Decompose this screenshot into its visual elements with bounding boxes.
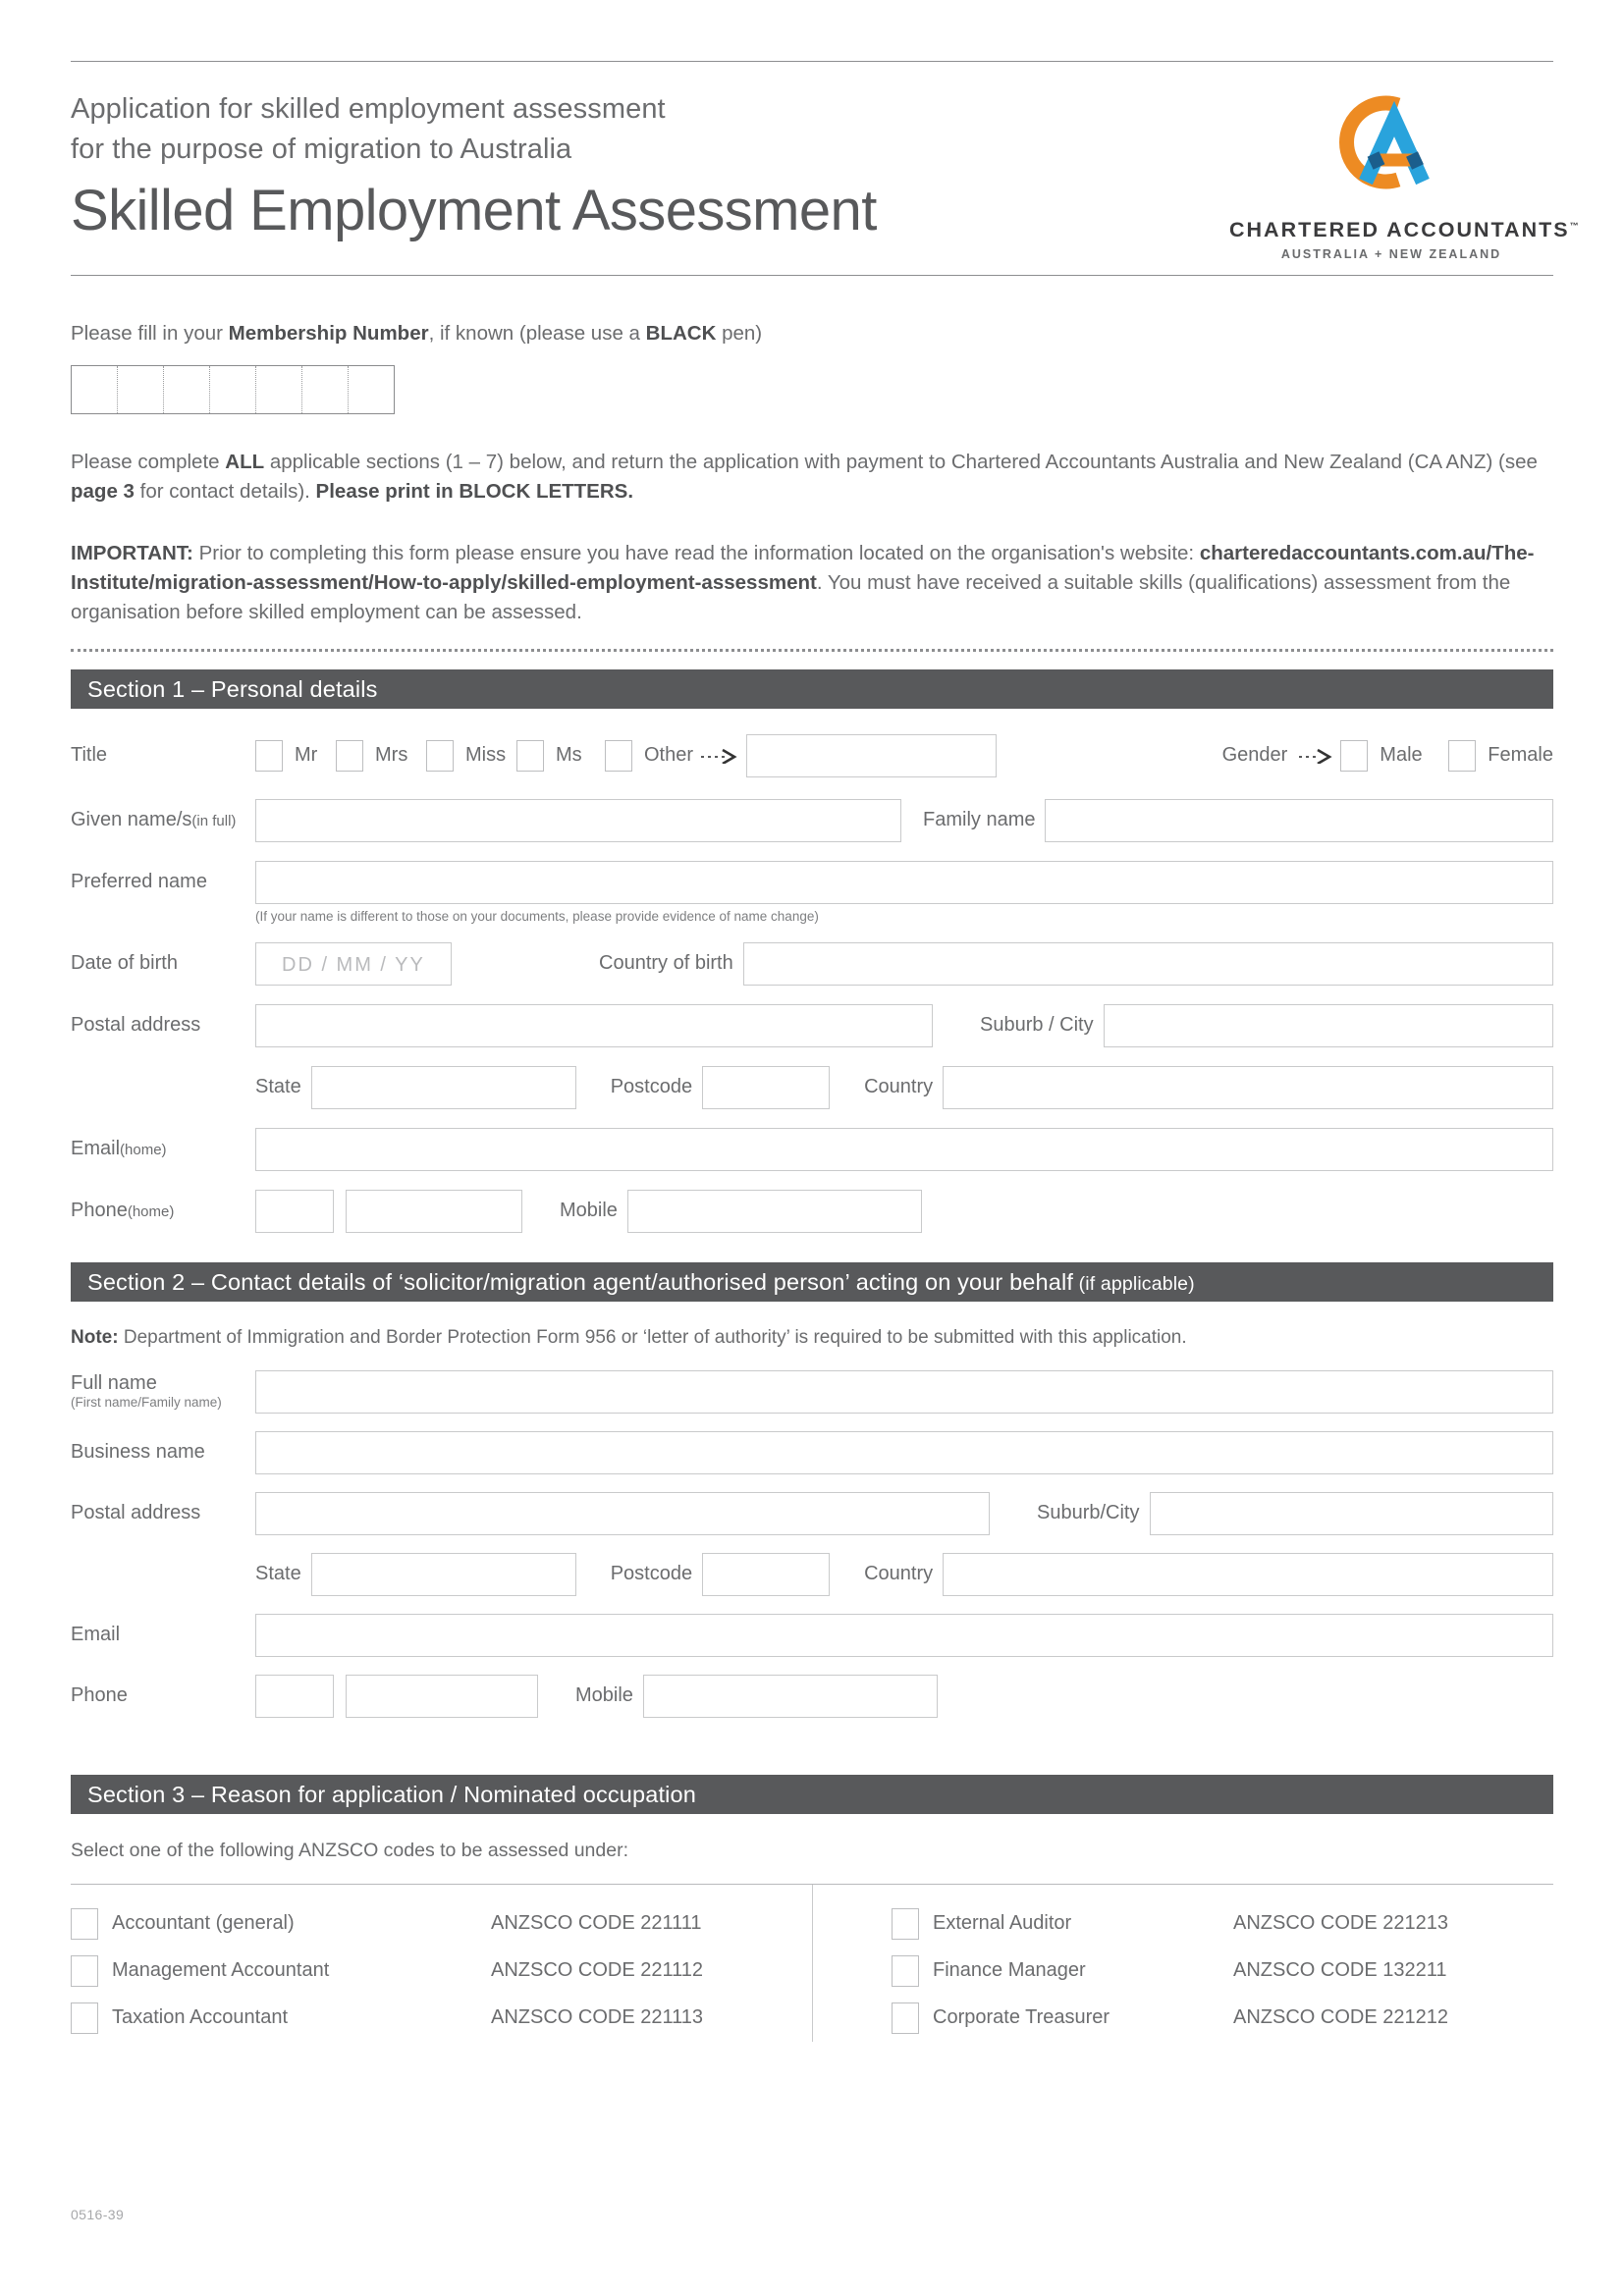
membership-digit-cell[interactable] [256,366,302,413]
state-label: State [255,1076,301,1098]
title-option-miss[interactable] [426,740,516,772]
agent-phone-label: Phone [71,1684,128,1707]
mobile-label: Mobile [560,1200,618,1222]
anzsco-options-grid [71,1885,1553,2042]
checkbox-male[interactable] [1340,740,1368,772]
ca-anz-logo [1229,83,1579,261]
gender-option-male-label: Male [1380,744,1423,767]
anzsco-option-code: ANZSCO CODE 221111 [491,1912,702,1935]
agent-phone-number-input[interactable] [346,1675,538,1718]
preferred-name-note: (If your name is different to those on your documents, please provide evidence of name change) [255,908,819,924]
suburb-city-label: Suburb / City [980,1014,1094,1037]
agent-country-label: Country [864,1563,934,1585]
agent-postcode-input[interactable] [702,1553,830,1596]
section-2-header-suffix: (if applicable) [1073,1272,1195,1295]
country-of-birth-label: Country of birth [599,952,733,975]
gender-option-female[interactable] [1448,740,1553,772]
section-3-instruction: Select one of the following ANZSCO codes to be assessed under: [71,1839,628,1861]
page-title: Skilled Employment Assessment [71,179,877,243]
membership-digit-cell[interactable] [72,366,118,413]
agent-business-name-row [71,1431,1553,1474]
section-2-note: Note: Department of Immigration and Border Protection Form 956 or ‘letter of authority’ is required to be submitted with this application. [71,1326,1187,1348]
email-input[interactable] [255,1128,1553,1171]
state-input[interactable] [311,1066,576,1109]
gender-label: Gender [1221,744,1288,767]
agent-country-input[interactable] [943,1553,1553,1596]
membership-digit-cell[interactable] [302,366,349,413]
phone-number-input[interactable] [346,1190,522,1233]
title-option-miss-label: Miss [465,744,507,767]
membership-digit-cell[interactable] [349,366,394,413]
agent-postal-address-label: Postal address [71,1502,201,1524]
agent-state-label: State [255,1563,301,1585]
gender-option-female-label: Female [1488,744,1553,767]
postal-address-row [71,1004,1553,1047]
email-label: Email(home) [71,1138,167,1160]
anzsco-option-finance-manager[interactable] [892,1948,1553,1995]
postal-address-label: Postal address [71,1014,201,1037]
preferred-name-input[interactable] [255,861,1553,904]
anzsco-option-code: ANZSCO CODE 221112 [491,1959,704,1982]
checkbox-finance-manager[interactable] [892,1955,919,1987]
anzsco-option-accountant-general[interactable] [71,1900,812,1948]
anzsco-option-taxation-accountant[interactable] [71,1995,812,2042]
phone-area-code-input[interactable] [255,1190,334,1233]
dob-label: Date of birth [71,952,178,975]
agent-postcode-label: Postcode [610,1563,693,1585]
section-3-header: Section 3 – Reason for application / Nominated occupation [71,1775,1553,1814]
complete-instruction: Please complete ALL applicable sections (1 – 7) below, and return the application with payment to Chartered Accountants Australia and New Zealand (CA ANZ) (see page 3 for contact details). Please print in BLOCK LETTERS. [71,450,1538,503]
dob-row [71,942,1553,986]
header-divider [71,275,1553,276]
gender-option-male[interactable] [1340,740,1448,772]
title-option-mrs-label: Mrs [375,744,408,767]
membership-digit-cell[interactable] [164,366,210,413]
checkbox-ms[interactable] [516,740,544,772]
checkbox-mr[interactable] [255,740,283,772]
agent-state-postcode-country-row [71,1553,1553,1596]
anzsco-option-label: Accountant (general) [112,1912,295,1935]
agent-business-name-label: Business name [71,1441,205,1464]
phone-note: (home) [127,1203,175,1221]
title-option-other[interactable] [605,740,693,772]
given-name-row [71,799,1553,842]
preferred-name-row [71,861,1553,904]
anzsco-option-code: ANZSCO CODE 221213 [1233,1912,1448,1935]
anzsco-option-label: Management Accountant [112,1959,330,1982]
family-name-label: Family name [923,809,1036,831]
website-url[interactable]: charteredaccountants.com.au/The-Institute/migration-assessment/How-to-apply/skilled-employment-assessment [71,541,1535,594]
postal-address-input[interactable] [255,1004,933,1047]
postcode-label: Postcode [610,1076,693,1098]
anzsco-option-management-accountant[interactable] [71,1948,812,1995]
agent-full-name-row [71,1370,1553,1414]
country-label: Country [864,1076,934,1098]
anzsco-option-label: Finance Manager [933,1959,1086,1982]
anzsco-option-corporate-treasurer[interactable] [892,1995,1553,2042]
state-postcode-country-row [71,1066,1553,1109]
membership-number-input[interactable] [71,365,395,414]
title-option-mr[interactable] [255,740,336,772]
dotted-divider [71,649,1553,652]
given-name-label: Given name/s(in full) [71,809,237,831]
anzsco-column-left [71,1885,812,2042]
logo-text-secondary: AUSTRALIA + NEW ZEALAND [1280,247,1502,261]
agent-postal-address-input[interactable] [255,1492,990,1535]
email-row [71,1128,1553,1171]
ca-monogram-icon [1229,89,1553,207]
title-option-other-label: Other [644,744,694,767]
phone-label: Phone(home) [71,1200,175,1222]
phone-row [71,1190,1553,1233]
agent-state-input[interactable] [311,1553,576,1596]
title-other-input[interactable] [746,734,997,777]
agent-business-name-input[interactable] [255,1431,1553,1474]
agent-suburb-city-label: Suburb/City [1037,1502,1140,1524]
checkbox-female[interactable] [1448,740,1476,772]
email-note: (home) [120,1142,167,1159]
checkbox-taxation-accountant[interactable] [71,2002,98,2034]
arrow-right-icon [1291,748,1340,764]
important-instruction: IMPORTANT: Prior to completing this form please ensure you have read the information located on the organisation's website: charteredaccountants.com.au/The-Institute/migration-assessment/How-to-apply/skilled-employment-assessment. You must have received a suitable skills (qualifications) assessment from the organisation before skilled employment can be assessed. [71,541,1535,623]
anzsco-option-code: ANZSCO CODE 132211 [1233,1959,1447,1982]
mobile-input[interactable] [627,1190,922,1233]
checkbox-accountant-general[interactable] [71,1908,98,1940]
header-title-block [71,83,877,243]
title-label: Title [71,744,108,767]
agent-full-name-note: (First name/Family name) [71,1395,222,1411]
agent-phone-area-code-input[interactable] [255,1675,334,1718]
agent-full-name-input[interactable] [255,1370,1553,1414]
footer-document-code: 0516-39 [71,2207,125,2222]
agent-phone-row [71,1675,1553,1718]
intro-block [71,319,1553,627]
checkbox-miss[interactable] [426,740,454,772]
agent-mobile-label: Mobile [575,1684,633,1707]
family-name-input[interactable] [1045,799,1553,842]
membership-digit-cell[interactable] [118,366,164,413]
dob-placeholder: DD / MM / YY [282,953,425,976]
header-subtitle-line2: for the purpose of migration to Australia [71,133,572,166]
agent-full-name-label: Full name (First name/Family name) [71,1372,255,1411]
membership-digit-cell[interactable] [210,366,256,413]
country-input[interactable] [943,1066,1553,1109]
agent-mobile-input[interactable] [643,1675,938,1718]
dob-input[interactable] [255,942,452,986]
checkbox-management-accountant[interactable] [71,1955,98,1987]
agent-email-input[interactable] [255,1614,1553,1657]
title-option-ms[interactable] [516,740,605,772]
agent-postal-address-row [71,1492,1553,1535]
title-option-mr-label: Mr [295,744,318,767]
checkbox-external-auditor[interactable] [892,1908,919,1940]
title-option-mrs[interactable] [336,740,426,772]
anzsco-option-code: ANZSCO CODE 221212 [1233,2006,1448,2029]
preferred-name-note-row [71,904,1553,924]
anzsco-option-external-auditor[interactable] [892,1900,1553,1948]
header-subtitle-line1: Application for skilled employment assessment [71,93,666,125]
section-2-header: Section 2 – Contact details of ‘solicitor/migration agent/authorised person’ acting on your behalf (if applicable) [71,1262,1553,1302]
suburb-city-input[interactable] [1104,1004,1553,1047]
country-of-birth-input[interactable] [743,942,1553,986]
arrow-right-icon [693,748,746,764]
anzsco-option-label: External Auditor [933,1912,1072,1935]
given-name-note: (in full) [191,813,237,830]
given-name-input[interactable] [255,799,901,842]
agent-email-row [71,1614,1553,1657]
checkbox-mrs[interactable] [336,740,363,772]
membership-instruction: Please fill in your Membership Number, if known (please use a BLACK pen) [71,322,763,345]
anzsco-column-right [812,1885,1553,2042]
checkbox-corporate-treasurer[interactable] [892,2002,919,2034]
anzsco-option-code: ANZSCO CODE 221113 [491,2006,704,2029]
preferred-name-label: Preferred name [71,871,207,893]
logo-text-primary: CHARTERED ACCOUNTANTS™ [1229,218,1579,241]
checkbox-other[interactable] [605,740,632,772]
anzsco-option-label: Taxation Accountant [112,2006,289,2029]
agent-email-label: Email [71,1624,121,1646]
agent-suburb-city-input[interactable] [1150,1492,1554,1535]
section-1-header: Section 1 – Personal details [71,669,1553,709]
postcode-input[interactable] [702,1066,830,1109]
document-header [71,62,1579,261]
trademark-symbol: ™ [1569,220,1579,231]
title-row [71,734,1553,777]
title-option-ms-label: Ms [556,744,582,767]
anzsco-option-label: Corporate Treasurer [933,2006,1110,2029]
